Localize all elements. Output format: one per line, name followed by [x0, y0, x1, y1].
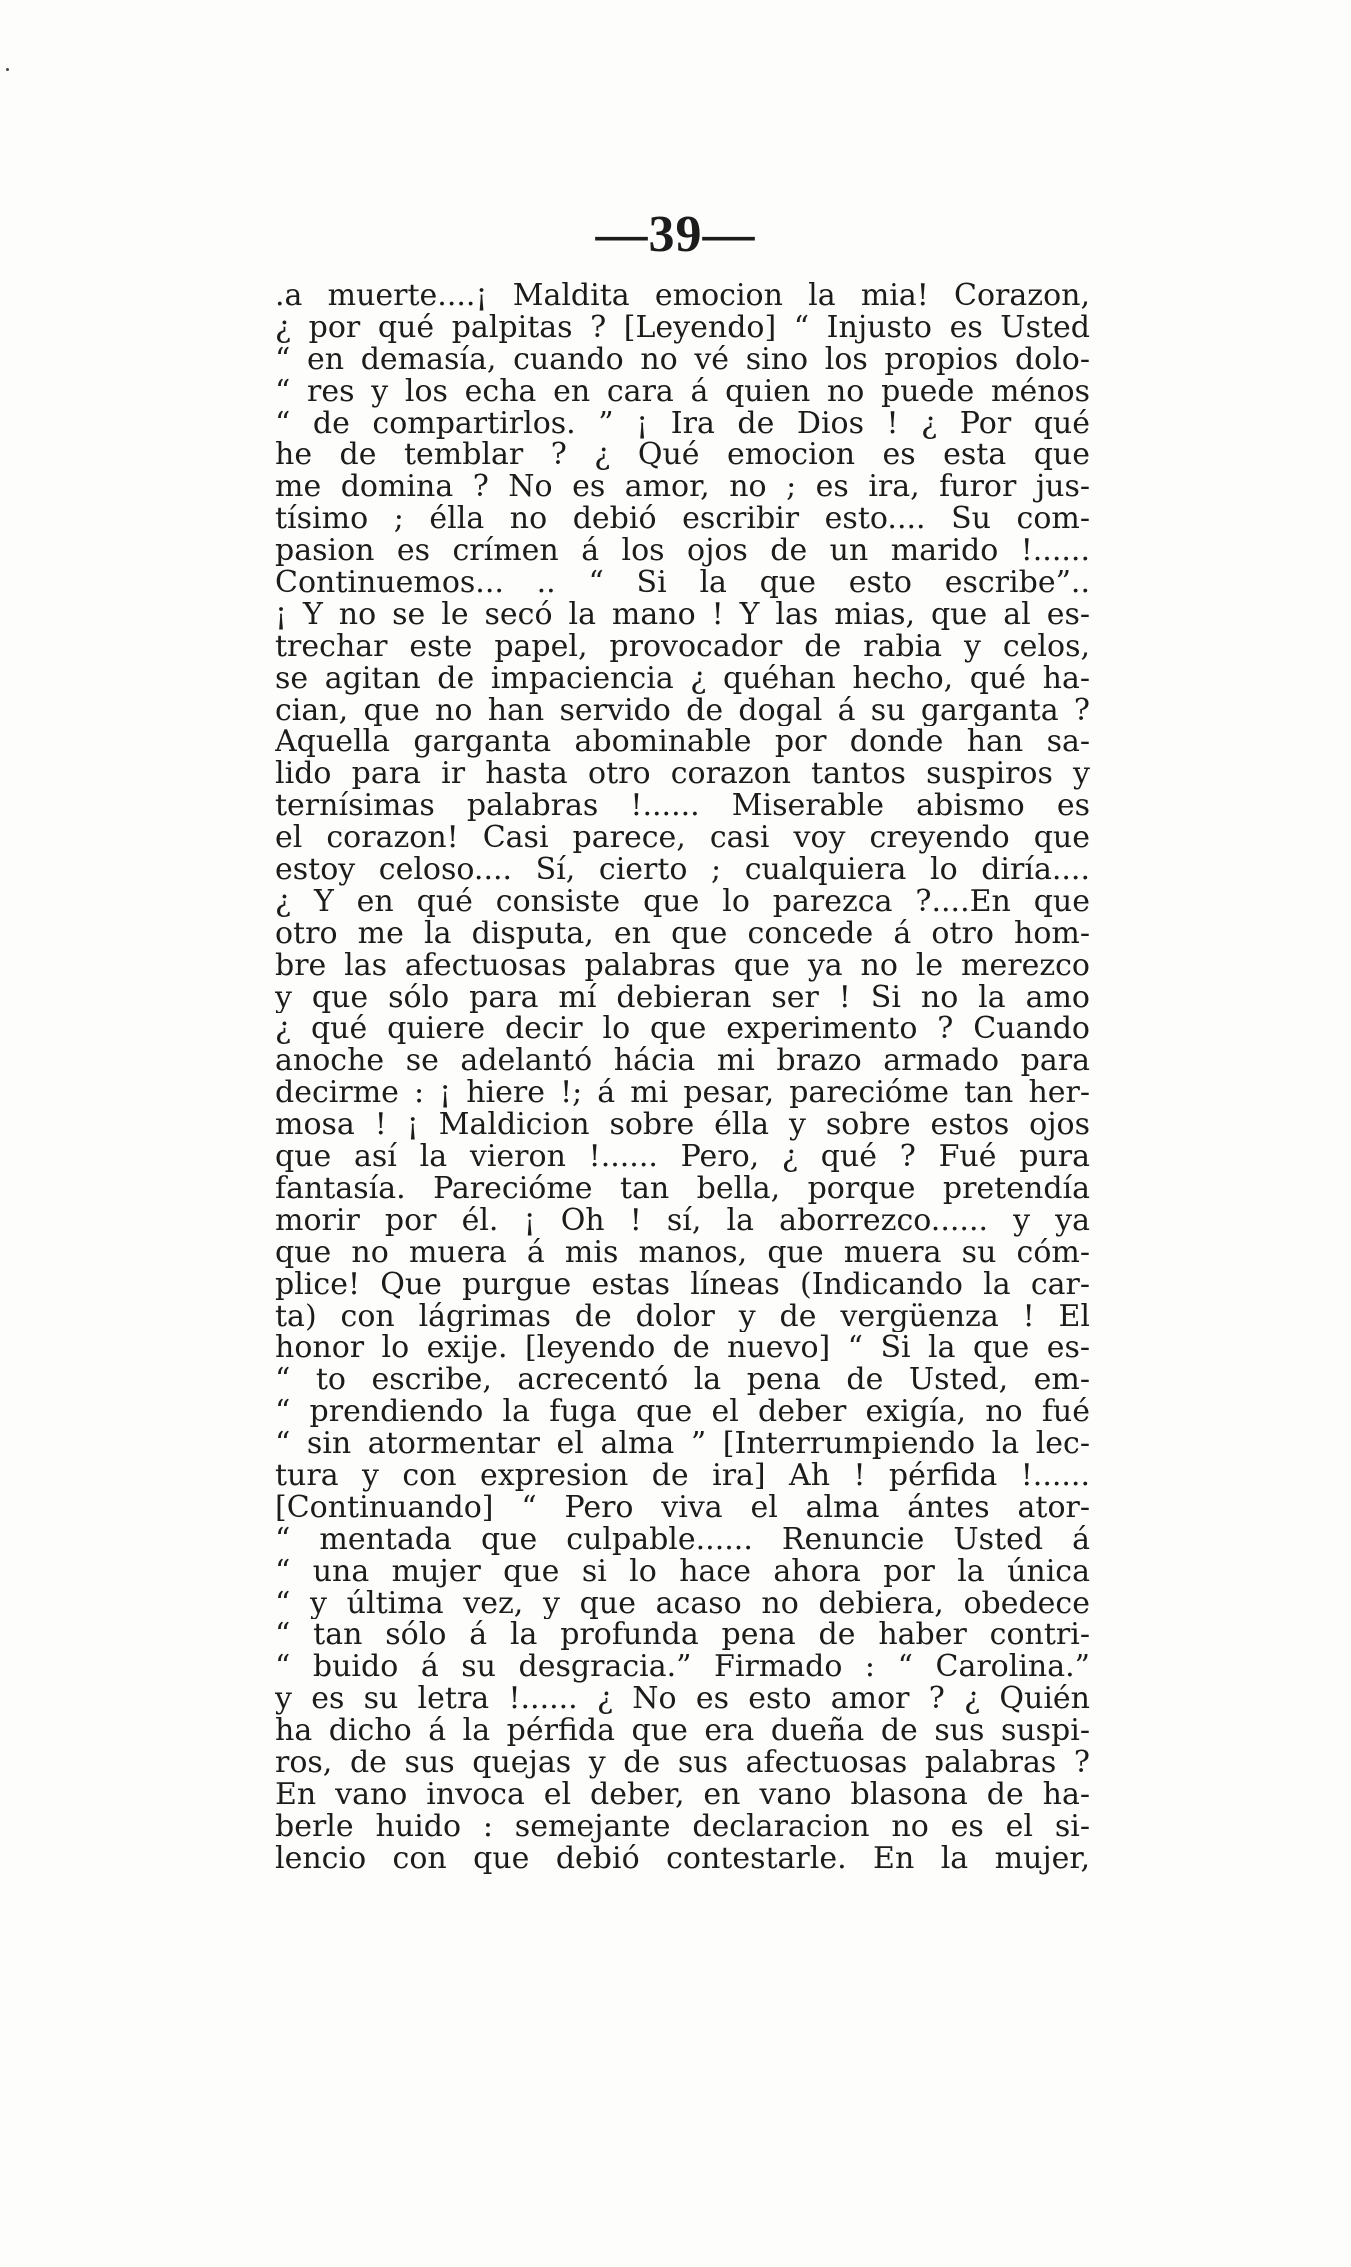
text-line: decirme : ¡ hiere !; á mi pesar, parecióme tan her- [275, 1077, 1090, 1110]
text-line: Continuemos... .. “ Si la que esto escribe”.. [275, 567, 1090, 599]
text-line: lencio con que debió contestarle. En la mujer, [275, 1842, 1090, 1875]
page-body-text [275, 280, 1090, 1875]
text-line: trechar este papel, provocador de rabia y celos, [275, 630, 1090, 663]
text-line: mosa ! ¡ Maldicion sobre élla y sobre estos ojos [275, 1109, 1090, 1142]
text-line: me domina ? No es amor, no ; es ira, furor jus- [275, 471, 1090, 504]
text-line: ¿ por qué palpitas ? [Leyendo] “ Injusto es Usted [275, 311, 1090, 344]
text-line: “ mentada que culpable...... Renuncie Usted á [275, 1523, 1090, 1556]
text-line: ¿ Y en qué consiste que lo parezca ?....En que [275, 885, 1090, 918]
text-line: bre las afectuosas palabras que ya no le merezco [275, 949, 1090, 982]
text-line: “ una mujer que si lo hace ahora por la única [275, 1555, 1090, 1588]
text-line: “ tan sólo á la profunda pena de haber contri- [275, 1619, 1090, 1652]
text-line: tura y con expresion de ira] Ah ! pérfida !...... [275, 1459, 1090, 1492]
text-line: “ sin atormentar el alma ” [Interrumpiendo la lec- [275, 1428, 1090, 1460]
text-line: “ to escribe, acrecentó la pena de Usted, em- [275, 1364, 1090, 1397]
text-line: pasion es crímen á los ojos de un marido !...... [275, 535, 1090, 568]
text-line: lido para ir hasta otro corazon tantos suspiros y [275, 758, 1090, 791]
text-line: [Continuando] “ Pero viva el alma ántes ator- [275, 1491, 1090, 1524]
text-line: “ prendiendo la fuga que el deber exigía, no fué [275, 1396, 1090, 1429]
text-line: ¡ Y no se le secó la mano ! Y las mias, que al es- [275, 598, 1090, 631]
text-line: ta) con lágrimas de dolor y de vergüenza ! El [275, 1300, 1090, 1333]
text-line: ros, de sus quejas y de sus afectuosas palabras ? [275, 1746, 1090, 1779]
text-line: el corazon! Casi parece, casi voy creyendo que [275, 822, 1090, 855]
text-line: se agitan de impaciencia ¿ quéhan hecho, qué ha- [275, 662, 1090, 695]
page-number: —39— [595, 206, 756, 263]
text-line: cian, que no han servido de dogal á su garganta ? [275, 694, 1090, 727]
text-line: En vano invoca el deber, en vano blasona de ha- [275, 1778, 1090, 1811]
text-line: fantasía. Parecióme tan bella, porque pretendía [275, 1172, 1090, 1205]
text-line: morir por él. ¡ Oh ! sí, la aborrezco...... y ya [275, 1204, 1090, 1237]
text-line: estoy celoso.... Sí, cierto ; cualquiera lo diría.... [275, 854, 1090, 886]
text-line: ¿ qué quiere decir lo que experimento ? Cuando [275, 1013, 1090, 1046]
text-line: que no muera á mis manos, que muera su cóm- [275, 1236, 1090, 1269]
text-line: honor lo exije. [leyendo de nuevo] “ Si la que es- [275, 1332, 1090, 1365]
text-line: “ en demasía, cuando no vé sino los propios dolo- [275, 343, 1090, 376]
text-line: tísimo ; élla no debió escribir esto.... Su com- [275, 503, 1090, 536]
text-line: plice! Que purgue estas líneas (Indicando la car- [275, 1268, 1090, 1301]
text-line: “ res y los echa en cara á quien no puede ménos [275, 375, 1090, 408]
text-line: he de temblar ? ¿ Qué emocion es esta que [275, 439, 1090, 472]
text-line: “ de compartirlos. ” ¡ Ira de Dios ! ¿ Por qué [275, 407, 1090, 440]
text-line: .a muerte....¡ Maldita emocion la mia! Corazon, [275, 280, 1090, 312]
text-line: Aquella garganta abominable por donde han sa- [275, 726, 1090, 759]
text-line: anoche se adelantó hácia mi brazo armado para [275, 1045, 1090, 1078]
text-line: ternísimas palabras !...... Miserable abismo es [275, 790, 1090, 823]
text-line: ha dicho á la pérfida que era dueña de sus suspi- [275, 1715, 1090, 1747]
text-line: “ buido á su desgracia.” Firmado : “ Carolina.” [275, 1651, 1090, 1684]
text-line: otro me la disputa, en que concede á otro hom- [275, 917, 1090, 950]
text-line: y es su letra !...... ¿ No es esto amor ? ¿ Quién [275, 1683, 1090, 1716]
text-line: que así la vieron !...... Pero, ¿ qué ? Fué pura [275, 1141, 1090, 1173]
text-line: “ y última vez, y que acaso no debiera, obedece [275, 1587, 1090, 1620]
text-line: y que sólo para mí debieran ser ! Si no la amo [275, 981, 1090, 1014]
text-line: berle huido : semejante declaracion no es el si- [275, 1810, 1090, 1843]
paper-speck [6, 68, 9, 71]
